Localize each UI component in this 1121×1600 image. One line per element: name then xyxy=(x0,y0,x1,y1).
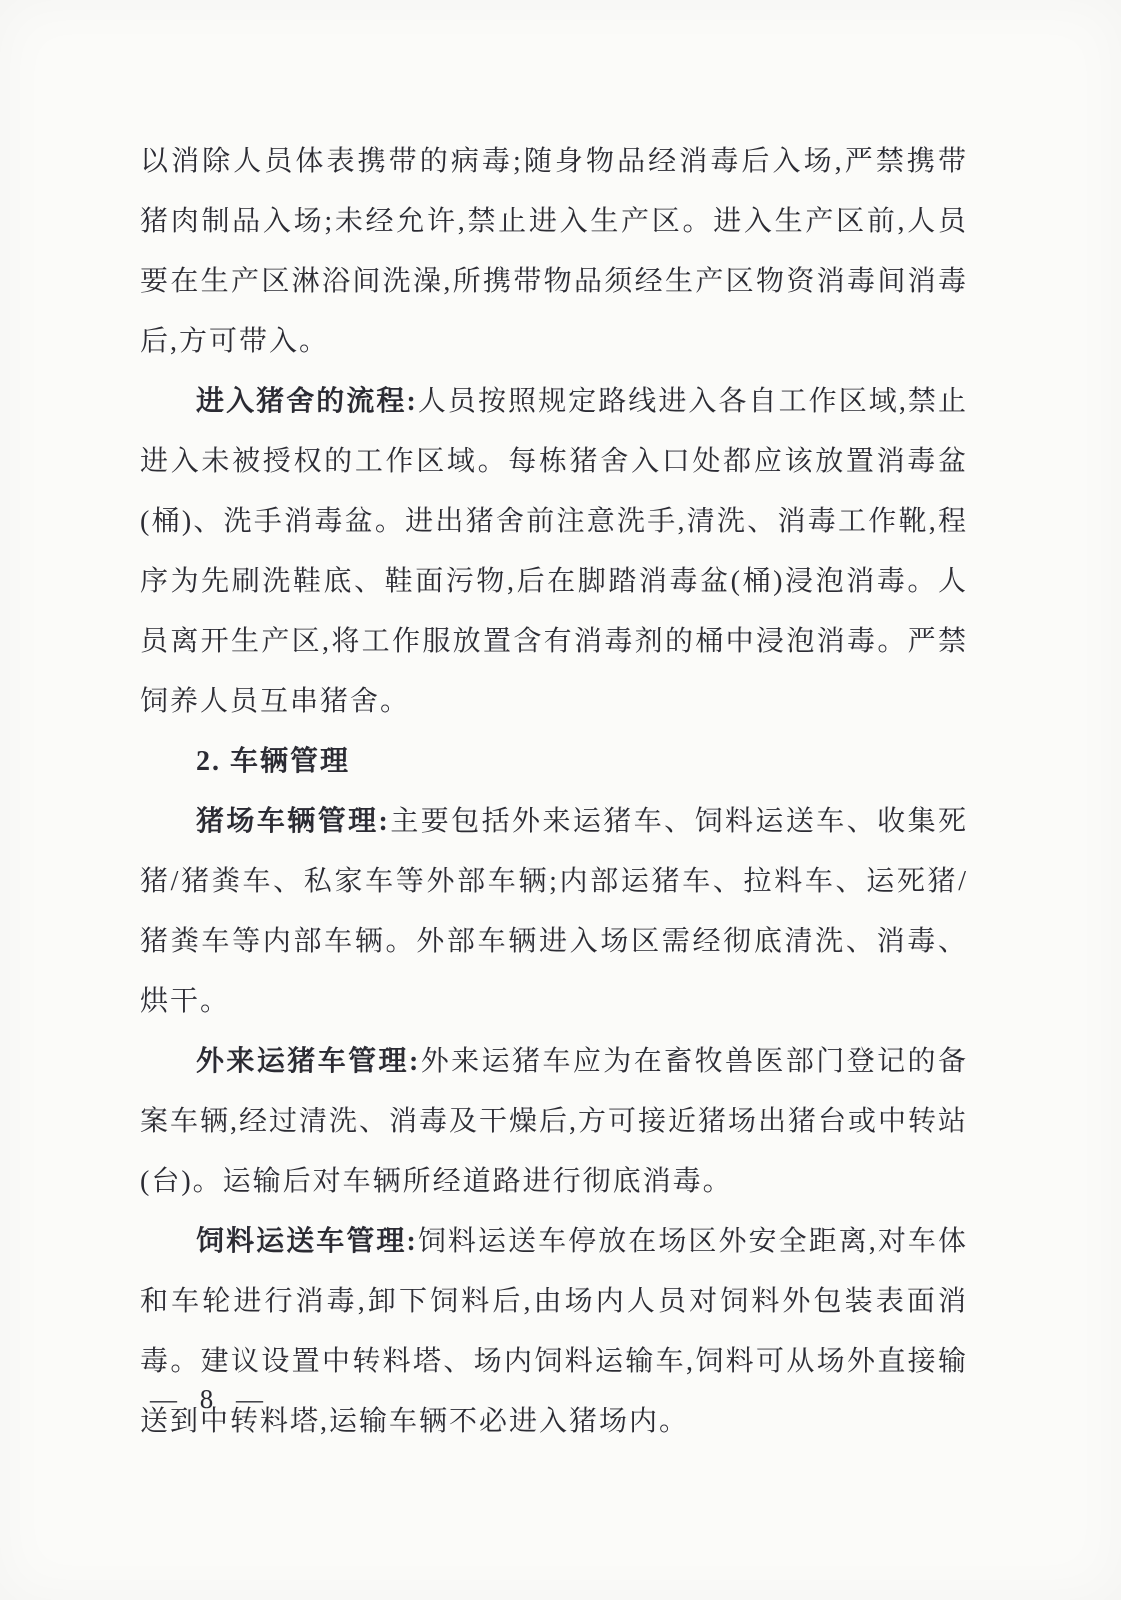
paragraph-external-pig-truck xyxy=(140,1032,968,1212)
document-body xyxy=(140,132,968,1452)
paragraph-text: 主要包括外来运猪车、饲料运送车、收集死猪/猪粪车、私家车等外部车辆;内部运猪车、拉料车、运死猪/猪粪车等内部车辆。外部车辆进入场区需经彻底清洗、消毒、烘干。 xyxy=(140,806,968,1017)
paragraph-lead: 进入猪舍的流程: xyxy=(196,386,418,417)
paragraph-text: 外来运猪车应为在畜牧兽医部门登记的备案车辆,经过清洗、消毒及干燥后,方可接近猪场出猪台或中转站(台)。运输后对车辆所经道路进行彻底消毒。 xyxy=(140,1046,969,1197)
paragraph-continued xyxy=(140,132,968,372)
paragraph-lead: 猪场车辆管理: xyxy=(196,806,390,837)
paragraph-lead: 饲料运送车管理: xyxy=(196,1226,418,1257)
paragraph-lead: 外来运猪车管理: xyxy=(196,1046,421,1077)
paragraph-text: 饲料运送车停放在场区外安全距离,对车体和车轮进行消毒,卸下饲料后,由场内人员对饲料外包装表面消毒。建议设置中转料塔、场内饲料运输车,饲料可从场外直接输送到中转料塔,运输车辆不必进入猪场内。 xyxy=(140,1226,968,1437)
paragraph-pigsty-entry xyxy=(140,372,968,732)
paragraph-text: 以消除人员体表携带的病毒;随身物品经消毒后入场,严禁携带猪肉制品入场;未经允许,禁止进入生产区。进入生产区前,人员要在生产区淋浴间洗澡,所携带物品须经生产区物资消毒间消毒后,方可带入。 xyxy=(140,146,968,357)
section-heading-vehicle-management xyxy=(140,732,968,792)
section-heading-text: 2. 车辆管理 xyxy=(196,746,351,777)
paragraph-farm-vehicle xyxy=(140,792,968,1032)
page-number: — 8 — xyxy=(150,1384,271,1414)
paragraph-feed-truck xyxy=(140,1212,968,1452)
paragraph-text: 人员按照规定路线进入各自工作区域,禁止进入未被授权的工作区域。每栋猪舍入口处都应该放置消毒盆(桶)、洗手消毒盆。进出猪舍前注意洗手,清洗、消毒工作靴,程序为先刷洗鞋底、鞋面污物,后在脚踏消毒盆(桶)浸泡消毒。人员离开生产区,将工作服放置含有消毒剂的桶中浸泡消毒。严禁饲养人员互串猪舍。 xyxy=(140,386,968,717)
